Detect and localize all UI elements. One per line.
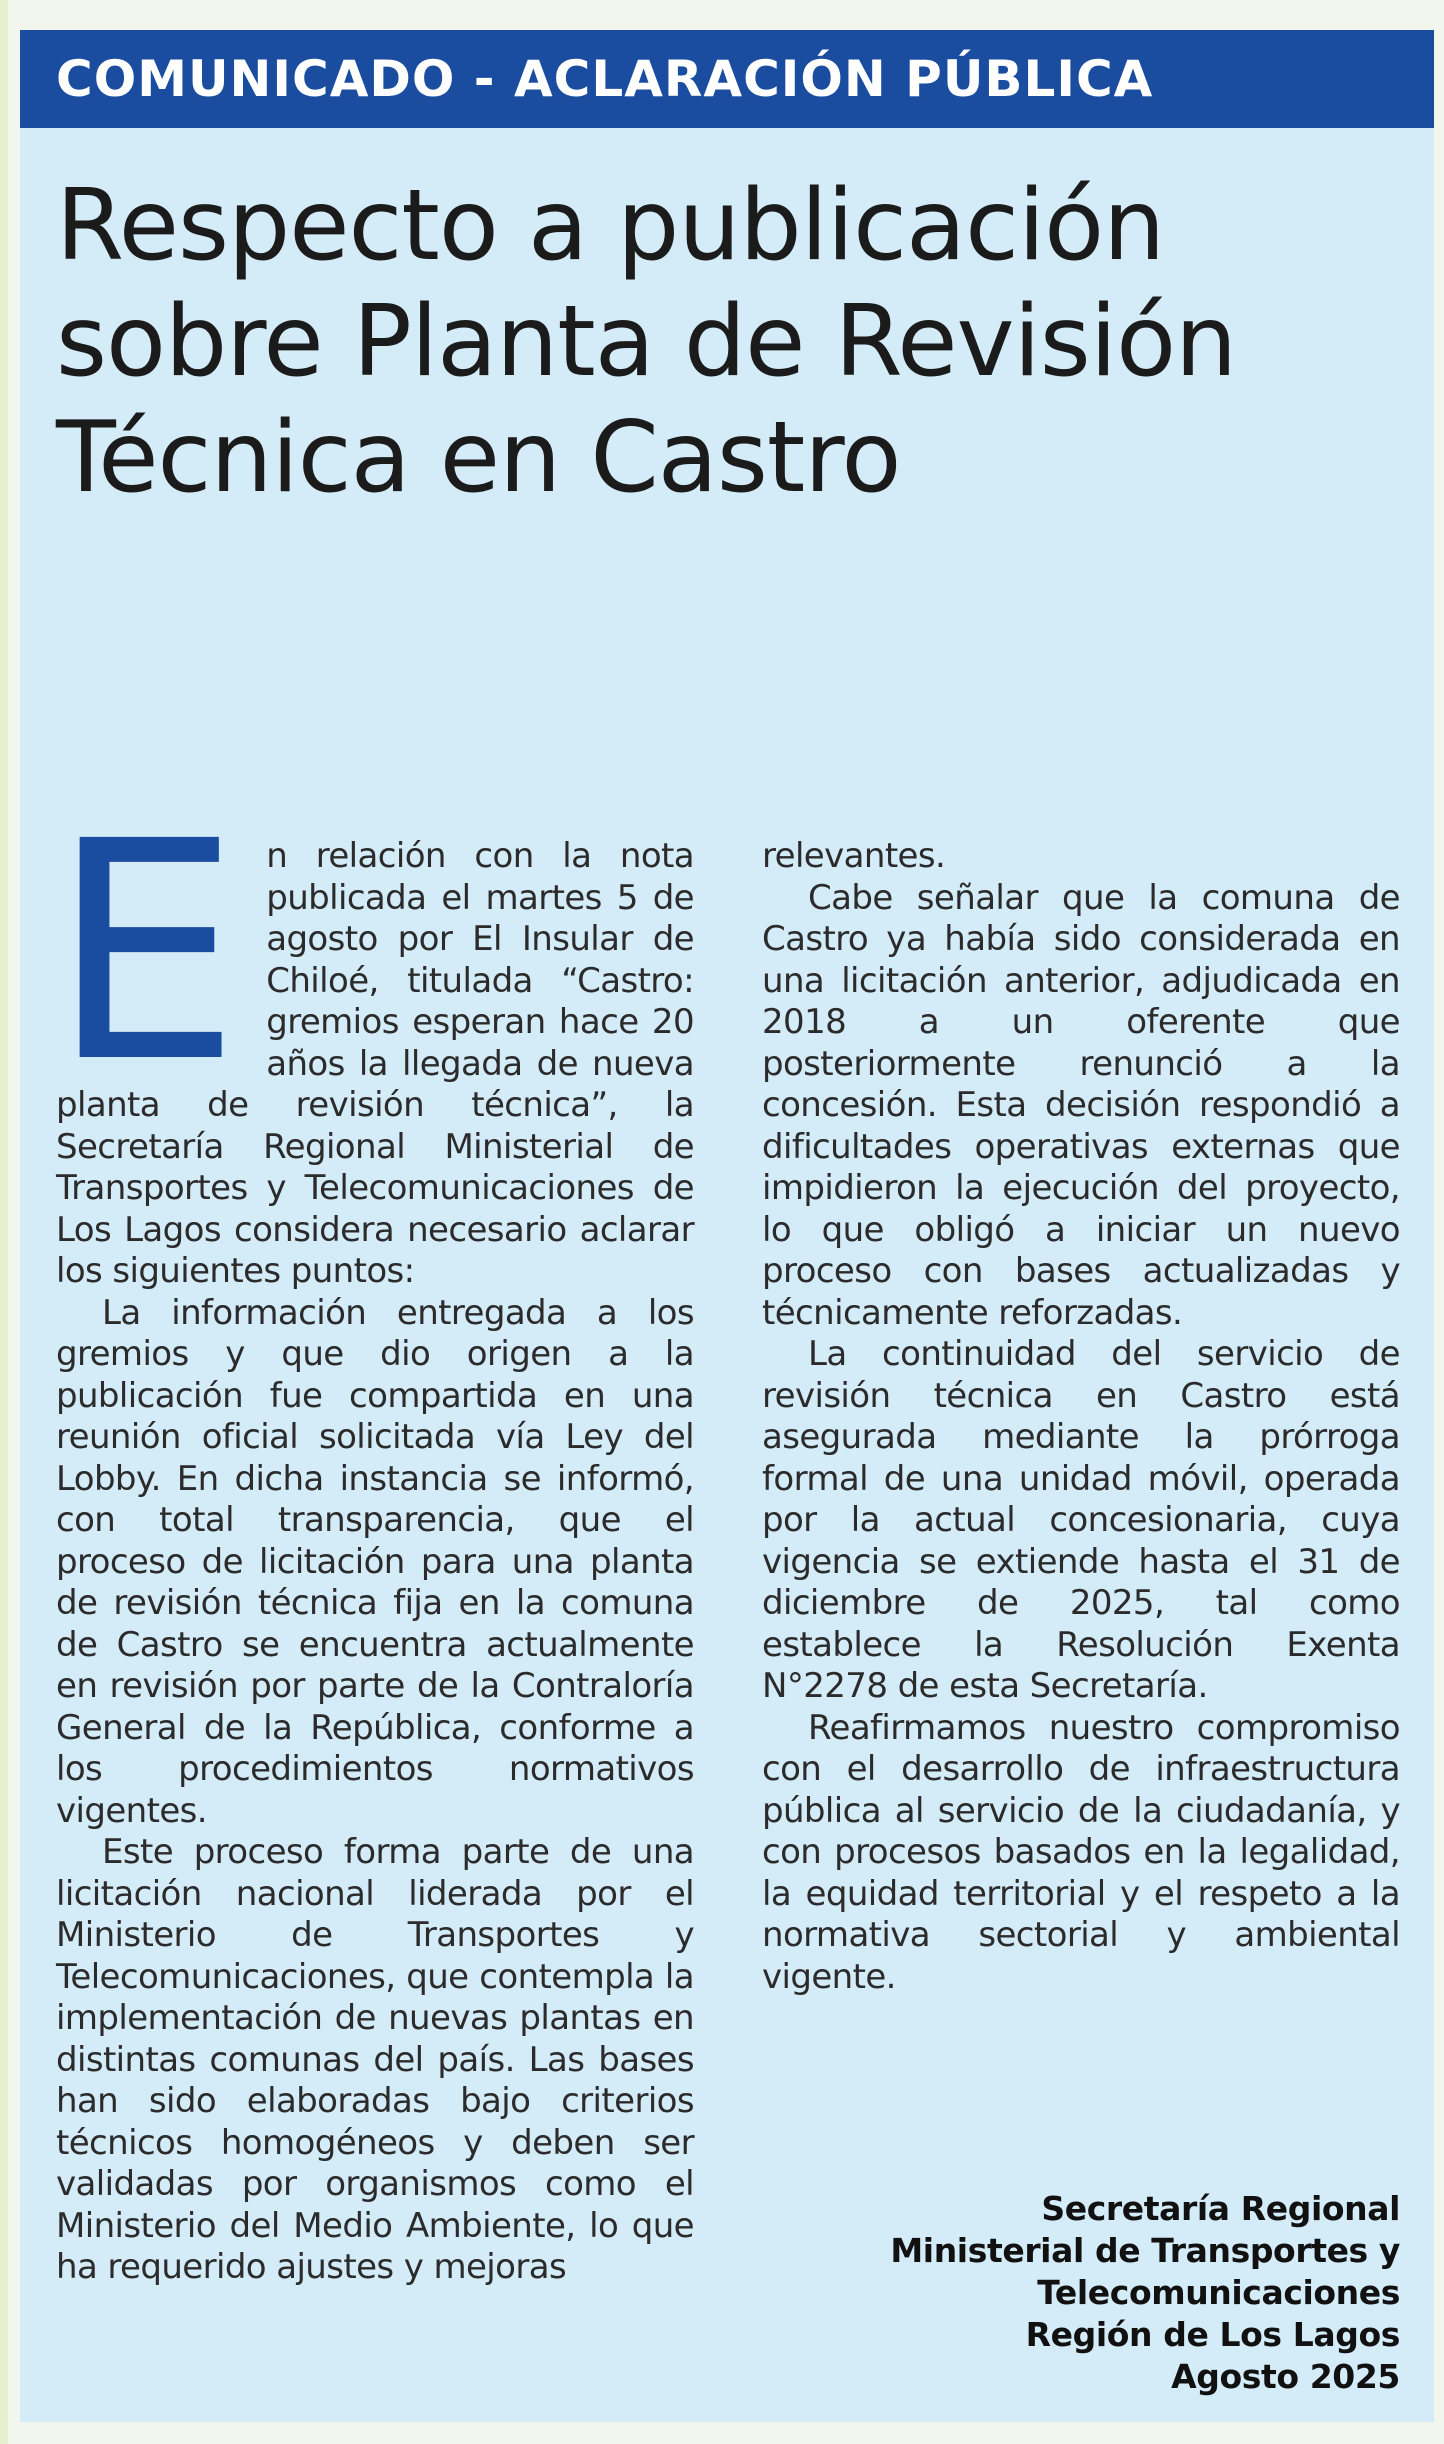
signature-block [762,2188,1400,2398]
signature-line: Secretaría Regional [1041,2189,1400,2228]
signature-line: Telecomunicaciones [1037,2273,1400,2312]
signature-line: Ministerial de Transportes y [890,2231,1400,2270]
body-paragraph-lobby-meeting: La información entregada a los gremios y que dio origen a la publicación fue compartida en una reunión oficial solicitada vía Ley del Lobby. En dicha instancia se informó, con total transparencia, que el proceso de licitación para una planta de revisión técnica fija en la comuna de Castro se encuentra actualmente en revisión por parte de la Contraloría General de la República, conforme a los procedimientos normativos vigentes. [56,1292,694,1831]
drop-cap: E [50,778,241,1129]
press-release-panel [20,30,1434,2422]
headline: Respecto a publicación sobre Planta de Revisión Técnica en Castro [56,169,1237,515]
body-paragraph-national-tender: Este proceso forma parte de una licitación nacional liderada por el Ministerio de Transportes y Telecomunicaciones, que contempla la implementación de nuevas plantas en distintas comunas del país. Las bases han sido elaboradas bajo criterios técnicos homogéneos y deben ser validadas por organismos como el Ministerio del Medio Ambiente, lo que ha requerido ajustes y mejoras [56,1832,694,2287]
body-paragraph-service-continuity: La continuidad del servicio de revisión técnica en Castro está asegurada mediante la prórroga formal de una unidad móvil, operada por la actual concesionaria, cuya vigencia se extiende hasta el 31 de diciembre de 2025, tal como establece la Resolución Exenta N°2278 de esta Secretaría. [762,1334,1400,1706]
signature-line: Región de Los Lagos [1025,2315,1400,2354]
page-edge-rule [0,0,8,2444]
body-paragraph-commitment: Reafirmamos nuestro compromiso con el desarrollo de infraestructura pública al servicio de la ciudadanía, y con procesos basados en la legalidad, la equidad territorial y el respeto a la normativa sectorial y ambiental vigente. [762,1707,1400,1997]
body-paragraph-intro: n relación con la nota publicada el martes 5 de agosto por El Insular de Chiloé, titulada “Castro: gremios esperan hace 20 años la llegada de nueva planta de revisión técnica”, la Secretaría Regional Ministerial de Transportes y Telecomunicaciones de Los Lagos considera necesario aclarar los siguientes puntos: [56,836,694,1291]
body-paragraph-continuation: relevantes. [762,836,946,876]
body-column-right [762,836,1400,1998]
signature-date: Agosto 2025 [1171,2357,1400,2396]
body-column-left [50,778,694,2289]
section-banner: COMUNICADO - ACLARACIÓN PÚBLICA [20,30,1434,128]
body-paragraph-previous-tender: Cabe señalar que la comuna de Castro ya había sido considerada en una licitación anterior, adjudicada en 2018 a un oferente que posteriormente renunció a la concesión. Esta decisión respondió a dificultades operativas externas que impidieron la ejecución del proyecto, lo que obligó a iniciar un nuevo proceso con bases actualizadas y técnicamente reforzadas. [762,877,1400,1333]
